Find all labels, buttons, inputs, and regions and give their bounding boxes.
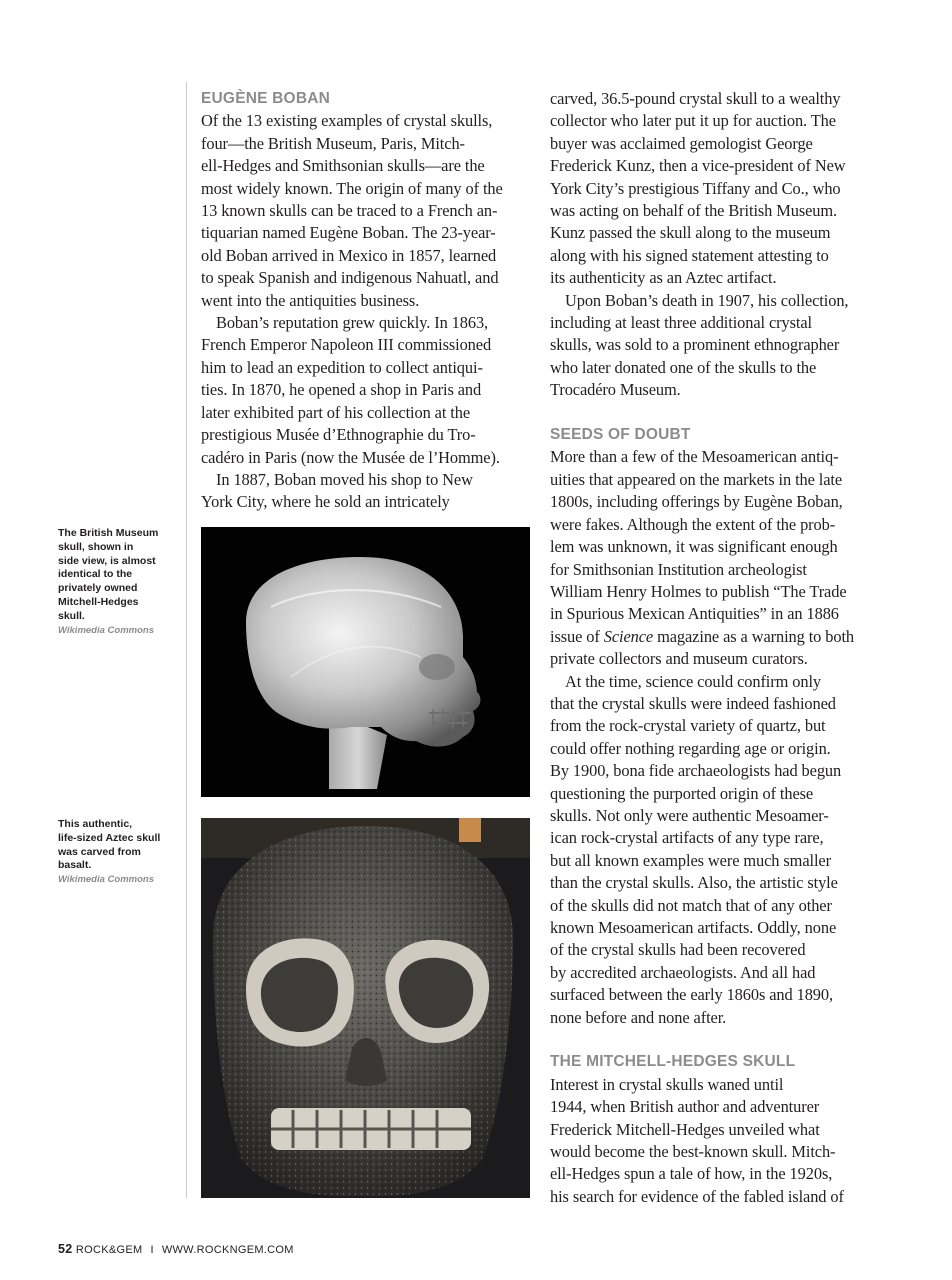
- text-line: could offer nothing regarding age or origin.: [550, 738, 831, 758]
- basalt-skull-photo: [201, 818, 530, 1198]
- caption-british-museum-skull: [58, 527, 176, 637]
- text-line: questioning the purported origin of these: [550, 783, 814, 803]
- heading-mitchell-hedges-skull: THE MITCHELL-HEDGES SKULL: [550, 1053, 796, 1071]
- text-line: in Spurious Mexican Antiquities” in an 1886: [550, 604, 839, 624]
- text-line: Boban’s reputation grew quickly. In 1863,: [216, 313, 489, 333]
- text-line: known Mesoamerican artifacts. Oddly, none: [550, 918, 837, 938]
- text-line: prestigious Musée d’Ethnographie du Tro-: [201, 425, 476, 445]
- footer-separator: I: [150, 1244, 154, 1256]
- caption-line: This authentic,: [58, 818, 133, 830]
- text-fragment: magazine as a warning to both: [653, 626, 855, 646]
- text-line: went into the antiquities business.: [201, 290, 420, 310]
- text-line: French Emperor Napoleon III commissioned: [201, 335, 492, 355]
- text-line: In 1887, Boban moved his shop to New: [216, 469, 473, 489]
- text-line: Upon Boban’s death in 1907, his collection,: [565, 290, 849, 310]
- text-line: Of the 13 existing examples of crystal skulls,: [201, 111, 493, 131]
- text-line: surfaced between the early 1860s and 1890,: [550, 985, 833, 1005]
- text-fragment: issue of: [550, 626, 604, 646]
- caption-line: life-sized Aztec skull: [58, 831, 161, 844]
- text-line: were fakes. Although the extent of the prob-: [550, 514, 836, 534]
- text-line: William Henry Holmes to publish “The Trade: [550, 581, 847, 601]
- paragraph: [550, 671, 880, 1030]
- text-line: 1800s, including offerings by Eugène Boban,: [550, 492, 843, 512]
- text-line: private collectors and museum curators.: [550, 649, 808, 669]
- caption-line: The British Museum: [58, 527, 159, 539]
- page-footer: [58, 1242, 294, 1256]
- text-line: his search for evidence of the fabled island of: [550, 1186, 844, 1206]
- crystal-skull-illustration: [201, 527, 530, 797]
- text-line: ican rock-crystal artifacts of any type rare,: [550, 828, 824, 848]
- heading-seeds-of-doubt: SEEDS OF DOUBT: [550, 426, 691, 444]
- text-line: 1944, when British author and adventurer: [550, 1097, 820, 1117]
- text-line: Kunz passed the skull along to the museum: [550, 223, 831, 243]
- text-line: than the crystal skulls. Also, the artistic style: [550, 873, 838, 893]
- text-line: four—the British Museum, Paris, Mitch-: [201, 133, 465, 153]
- text-line: At the time, science could confirm only: [565, 671, 821, 691]
- page-number: 52: [58, 1242, 73, 1256]
- right-column: [550, 88, 880, 1208]
- text-line: would become the best-known skull. Mitch-: [550, 1142, 836, 1162]
- caption-line: skull.: [58, 609, 85, 622]
- text-line: for Smithsonian Institution archeologist: [550, 559, 807, 579]
- paragraph: [201, 312, 533, 469]
- section-spacer: [550, 402, 880, 424]
- text-line: that the crystal skulls were indeed fashioned: [550, 693, 836, 713]
- text-line: Frederick Kunz, then a vice-president of New: [550, 156, 846, 176]
- caption-line: basalt.: [58, 859, 92, 872]
- paragraph: [550, 88, 880, 290]
- text-line: tiquarian named Eugène Boban. The 23-year-: [201, 223, 496, 243]
- text-line: collector who later put it up for auction. The: [550, 111, 836, 131]
- text-line: later exhibited part of his collection at the: [201, 402, 471, 422]
- text-line: Frederick Mitchell-Hedges unveiled what: [550, 1119, 820, 1139]
- text-line: lem was unknown, it was significant enough: [550, 537, 838, 557]
- text-line: none before and none after.: [550, 1007, 727, 1027]
- paragraph: [201, 469, 533, 514]
- text-line: from the rock-crystal variety of quartz, but: [550, 716, 826, 736]
- text-line: buyer was acclaimed gemologist George: [550, 133, 813, 153]
- paragraph: [550, 446, 880, 670]
- text-line: More than a few of the Mesoamerican antiq-: [550, 447, 839, 467]
- text-line: ell-Hedges and Smithsonian skulls—are the: [201, 156, 485, 176]
- magazine-name: ROCK&GEM: [75, 1244, 143, 1256]
- text-line: ties. In 1870, he opened a shop in Paris and: [201, 380, 482, 400]
- text-line: carved, 36.5-pound crystal skull to a wealthy: [550, 89, 841, 108]
- text-line: including at least three additional crystal: [550, 313, 812, 333]
- text-line: cadéro in Paris (now the Musée de l’Homme).: [201, 447, 500, 467]
- photo-credit: Wikimedia Commons: [58, 874, 154, 886]
- text-line: to speak Spanish and indigenous Nahuatl, and: [201, 268, 499, 288]
- caption-line: Mitchell-Hedges: [58, 595, 139, 608]
- text-line: him to lead an expedition to collect antiqui-: [201, 357, 483, 377]
- paragraph: [201, 110, 533, 312]
- crystal-skull-photo: [201, 527, 530, 797]
- text-line: York City, where he sold an intricately: [201, 492, 450, 512]
- paragraph: [550, 1074, 880, 1208]
- basalt-skull-illustration: [201, 818, 530, 1198]
- text-line: old Boban arrived in Mexico in 1857, learned: [201, 245, 497, 265]
- text-line: ell-Hedges spun a tale of how, in the 1920s,: [550, 1164, 833, 1184]
- caption-line: privately owned: [58, 582, 138, 595]
- text-line: By 1900, bona fide archaeologists had begun: [550, 761, 842, 781]
- text-line: its authenticity as an Aztec artifact.: [550, 268, 777, 288]
- photo-credit: Wikimedia Commons: [58, 624, 154, 636]
- text-line: along with his signed statement attesting to: [550, 245, 829, 265]
- left-column: [201, 88, 533, 514]
- text-line: was acting on behalf of the British Museum.: [550, 201, 838, 221]
- journal-title-science: Science: [603, 626, 654, 646]
- caption-line: identical to the: [58, 568, 133, 581]
- column-divider-rule: [186, 82, 187, 1198]
- text-line: who later donated one of the skulls to the: [550, 357, 817, 377]
- paragraph: [550, 290, 880, 402]
- text-line: skulls, was sold to a prominent ethnographer: [550, 335, 840, 355]
- text-line: but all known examples were much smaller: [550, 850, 831, 870]
- text-line: Trocadéro Museum.: [550, 380, 681, 400]
- caption-line: side view, is almost: [58, 554, 156, 567]
- text-line: Interest in crystal skulls waned until: [550, 1074, 784, 1094]
- text-line: York City’s prestigious Tiffany and Co., who: [550, 178, 841, 198]
- text-line: 13 known skulls can be traced to a French an-: [201, 201, 498, 221]
- heading-eugene-boban: EUGÈNE BOBAN: [201, 90, 330, 107]
- text-line: skulls. Not only were authentic Mesoamer-: [550, 805, 829, 825]
- section-spacer: [550, 1029, 880, 1051]
- text-line: [550, 626, 880, 648]
- text-line: of the crystal skulls had been recovered: [550, 940, 806, 960]
- website-link[interactable]: WWW.ROCKNGEM.COM: [161, 1244, 294, 1256]
- text-line: by accredited archaeologists. And all had: [550, 962, 816, 982]
- caption-line: was carved from: [58, 845, 141, 858]
- caption-line: skull, shown in: [58, 540, 134, 553]
- text-line: most widely known. The origin of many of the: [201, 178, 503, 198]
- text-line: uities that appeared on the markets in the late: [550, 469, 843, 489]
- caption-aztec-basalt-skull: [58, 818, 176, 887]
- text-line: of the skulls did not match that of any other: [550, 895, 832, 915]
